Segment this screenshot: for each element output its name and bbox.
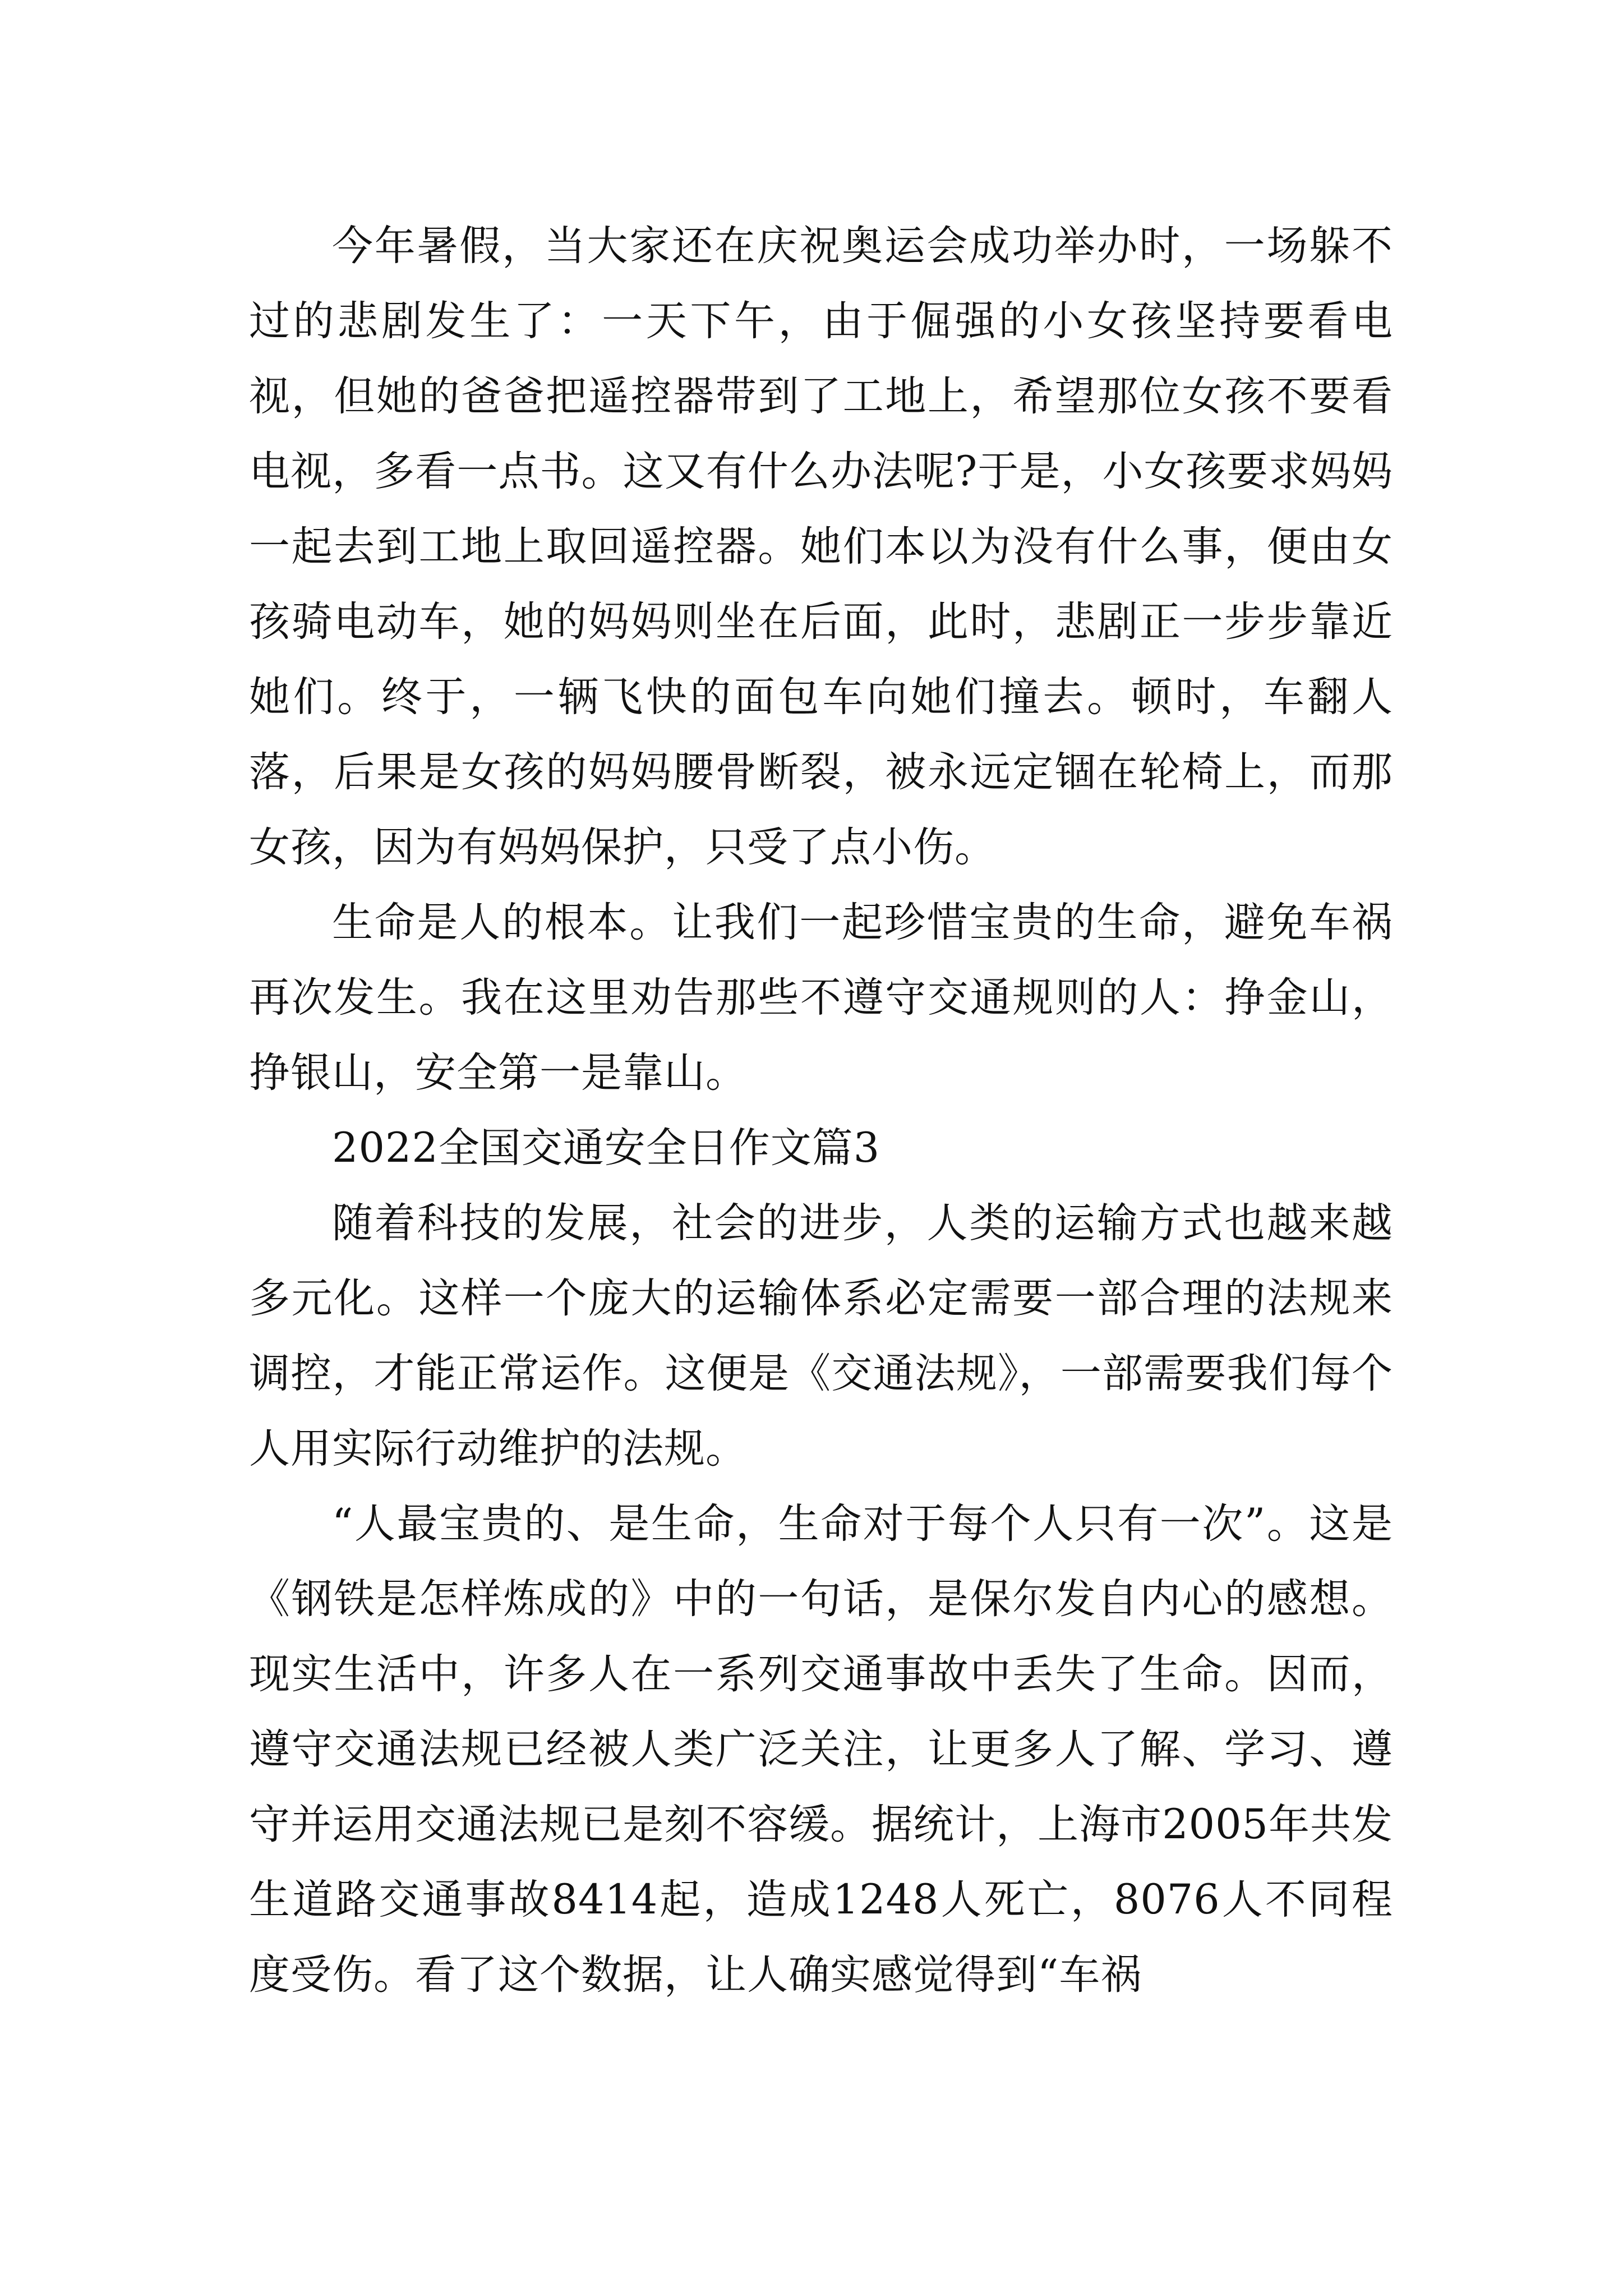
paragraph-statistics: “人最宝贵的、是生命，生命对于每个人只有一次”。这是《钢铁是怎样炼成的》中的一句话，是保尔发自内心的感想。现实生活中，许多人在一系列交通事故中丢失了生命。因而，遵守交通法规已经被人类广泛关注，让更多人了解、学习、遵守并运用交通法规已是刻不容缓。据统计，上海市2005年共发生道路交通事故8414起，造成1248人死亡，8076人不同程度受伤。看了这个数据，让人确实感觉得到“车祸: [249, 1500, 1393, 1999]
paragraph-accident-story: 今年暑假，当大家还在庆祝奥运会成功举办时，一场躲不过的悲剧发生了：一天下午，由于倔强的小女孩坚持要看电视，但她的爸爸把遥控器带到了工地上，希望那位女孩不要看电视，多看一点书。这又有什么办法呢?于是，小女孩要求妈妈一起去到工地上取回遥控器。她们本以为没有什么事，便由女孩骑电动车，她的妈妈则坐在后面，此时，悲剧正一步步靠近她们。终于，一辆飞快的面包车向她们撞去。顿时，车翻人落，后果是女孩的妈妈腰骨断裂，被永远定锢在轮椅上，而那女孩，因为有妈妈保护，只受了点小伤。: [249, 222, 1393, 871]
paragraph-life-advice: 生命是人的根本。让我们一起珍惜宝贵的生命，避免车祸再次发生。我在这里劝告那些不遵守交通规则的人：挣金山，挣银山，安全第一是靠山。: [249, 899, 1393, 1097]
section-heading: 2022全国交通安全日作文篇3: [332, 1124, 880, 1172]
document-body: [249, 209, 1393, 2013]
paragraph-traffic-law: 随着科技的发展，社会的进步，人类的运输方式也越来越多元化。这样一个庞大的运输体系必定需要一部合理的法规来调控，才能正常运作。这便是《交通法规》，一部需要我们每个人用实际行动维护的法规。: [249, 1199, 1393, 1473]
